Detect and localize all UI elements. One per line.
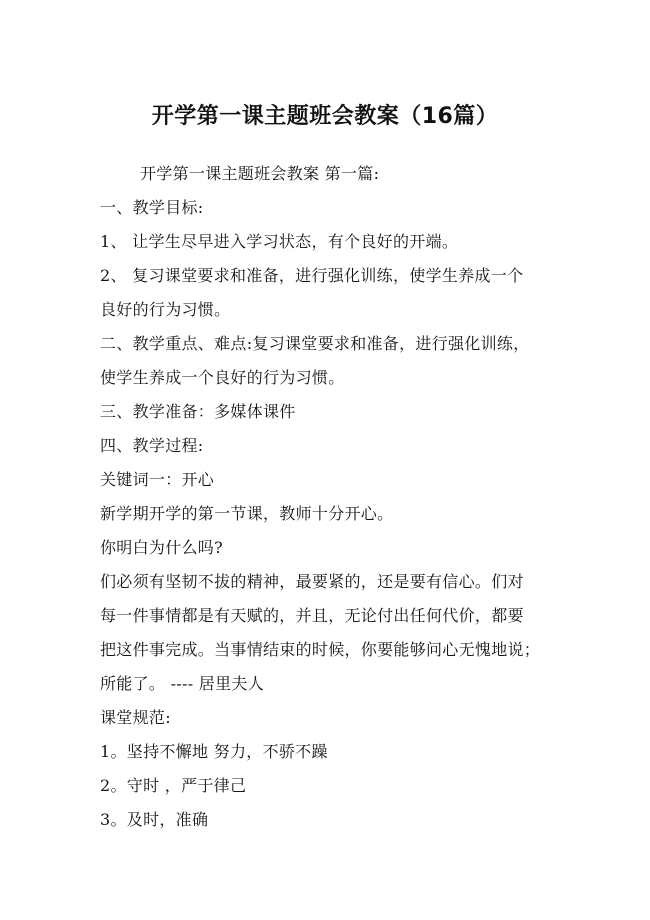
paragraph-line: 新学期开学的第一节课，教师十分开心。 [100,504,394,523]
paragraph-line: 使学生养成一个良好的行为习惯。 [100,368,345,387]
quote-line: 们必须有坚韧不拔的精神，最要紧的，还是要有信心。们对 [100,572,524,591]
heading-preparation: 三、教学准备：多媒体课件 [100,402,296,421]
paragraph-line: 你明白为什么吗? [100,538,223,557]
paragraph-line: 2、 复习课堂要求和准备，进行强化训练，使学生养成一个 [100,266,524,285]
heading-process: 四、教学过程: [100,436,204,455]
quote-line: 每一件事情都是有天赋的，并且，无论付出任何代价，都要 [100,606,524,625]
rule-item: 3。及时，准确 [100,810,209,829]
rule-item: 1。坚持不懈地 努力，不骄不躁 [100,742,328,761]
paragraph-line: 1、 让学生尽早进入学习状态，有个良好的开端。 [100,232,459,251]
heading-key-points: 二、教学重点、难点:复习课堂要求和准备，进行强化训练， [100,334,530,353]
quote-line: 把这件事完成。当事情结束的时候，你要能够问心无愧地说； [100,640,541,659]
heading-teaching-goals: 一、教学目标: [100,198,204,217]
document-title: 开学第一课主题班会教案（16篇） [151,104,499,129]
section-heading-first: 开学第一课主题班会教案 第一篇: [140,164,380,183]
rule-item: 2。守时 ，严于律己 [100,776,247,795]
quote-attribution: 所能了。 ---- 居里夫人 [100,674,264,693]
paragraph-line: 良好的行为习惯。 [100,300,231,319]
heading-classroom-rules: 课堂规范: [100,708,171,727]
keyword-line: 关键词一：开心 [100,470,215,489]
